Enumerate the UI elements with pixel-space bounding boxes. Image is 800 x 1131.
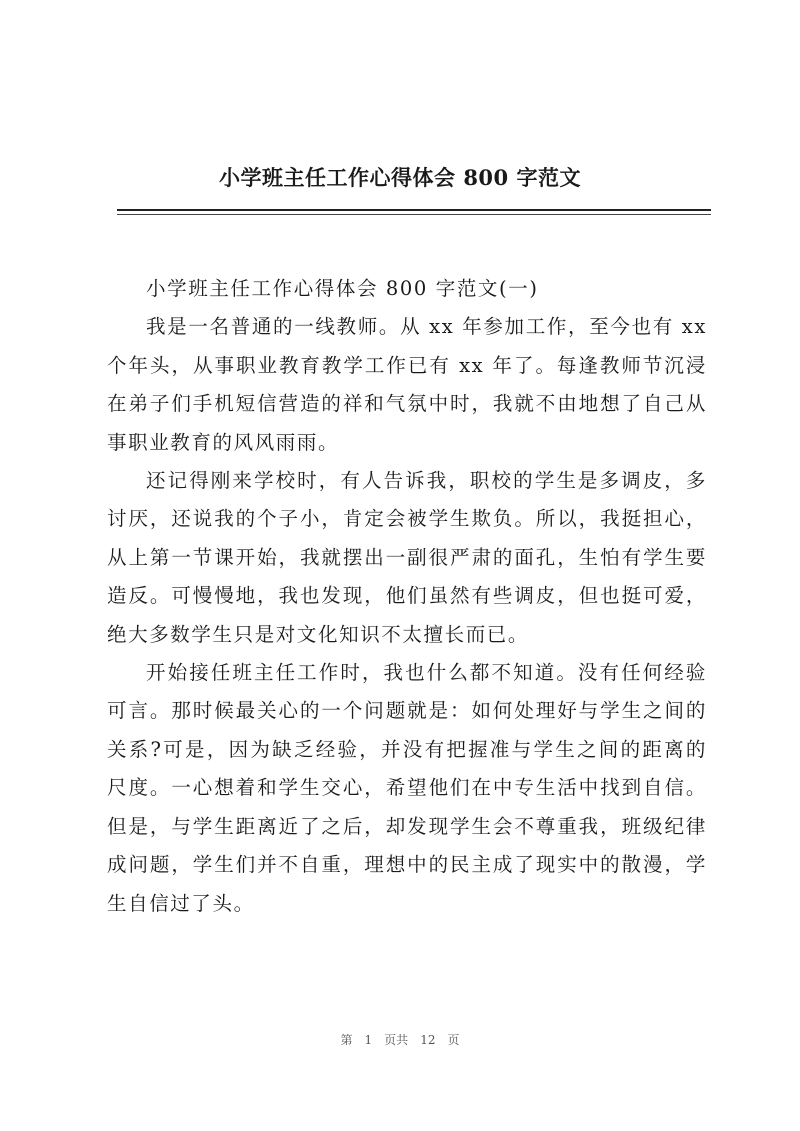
section-heading: 小学班主任工作心得体会 800 字范文(一) — [146, 277, 539, 300]
document-body — [107, 270, 707, 923]
footer-current-page: 1 — [364, 1033, 373, 1047]
paragraph-2: 还记得刚来学校时，有人告诉我，职校的学生是多调皮，多讨厌，还说我的个子小，肯定会被学生欺负。所以，我挺担心，从上第一节课开始，我就摆出一副很严肃的面孔，生怕有学生要造反。可慢慢地，我也发现，他们虽然有些调皮，但也挺可爱，绝大多数学生只是对文化知识不太擅长而已。 — [107, 469, 707, 646]
footer-total-pages: 12 — [420, 1033, 436, 1047]
document-title: 小学班主任工作心得体会 800 字范文 — [219, 165, 581, 190]
title-underline — [117, 209, 711, 211]
footer-suffix: 页 — [447, 1033, 460, 1047]
footer-mid: 页共 — [384, 1033, 409, 1047]
footer-prefix: 第 — [340, 1033, 353, 1047]
paragraph-1: 我是一名普通的一线教师。从 xx 年参加工作，至今也有 xx 个年头，从事职业教育教学工作已有 xx 年了。每逢教师节沉浸在弟子们手机短信营造的祥和气氛中时，我就不由地想了自己从事职业教育的风风雨雨。 — [107, 315, 707, 454]
page-footer — [0, 1030, 800, 1050]
title-underline-thin — [117, 214, 711, 215]
paragraph-3: 开始接任班主任工作时，我也什么都不知道。没有任何经验可言。那时候最关心的一个问题就是：如何处理好与学生之间的关系?可是，因为缺乏经验，并没有把握准与学生之间的距离的尺度。一心想着和学生交心，希望他们在中专生活中找到自信。但是，与学生距离近了之后，却发现学生会不尊重我，班级纪律成问题，学生们并不自重，理想中的民主成了现实中的散漫，学生自信过了头。 — [107, 661, 707, 915]
